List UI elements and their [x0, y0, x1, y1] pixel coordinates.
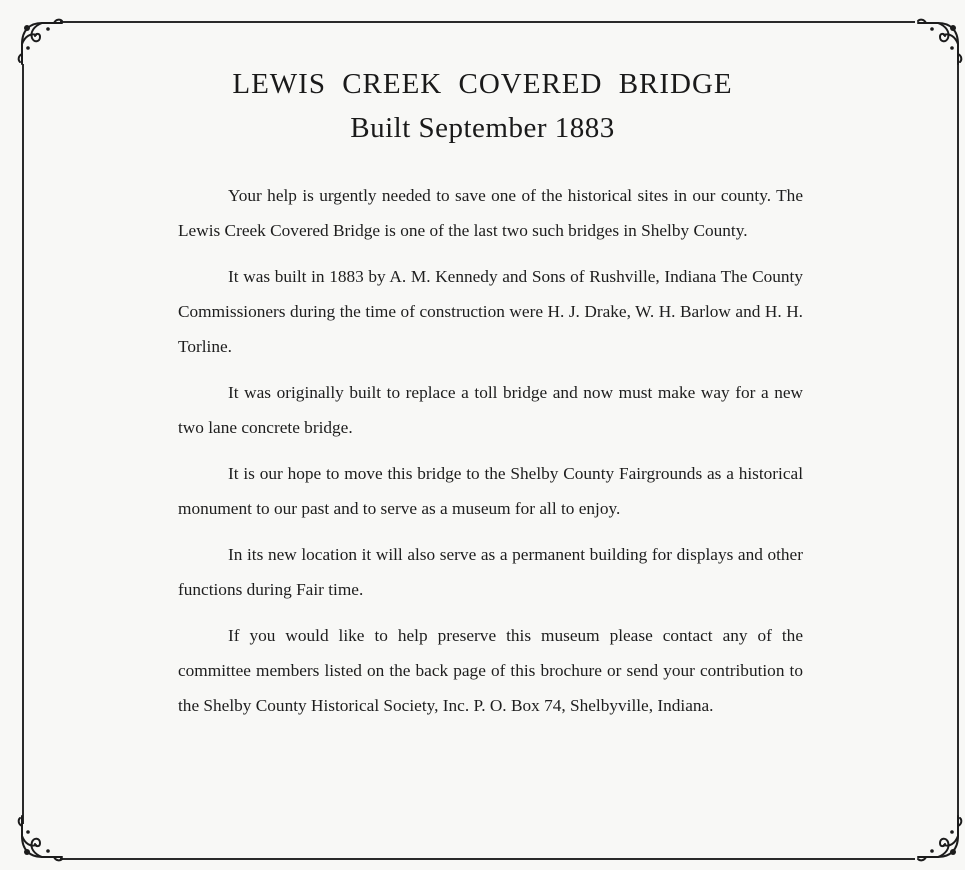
- body-text: [178, 178, 803, 723]
- paragraph: It was originally built to replace a toll bridge and now must make way for a new two lane concrete bridge.: [178, 383, 803, 437]
- paragraph: Your help is urgently needed to save one of the historical sites in our county. The Lewis Creek Covered Bridge is one of the last two such bridges in Shelby County.: [178, 186, 803, 240]
- border-bottom-rule: [60, 858, 915, 860]
- page-title: LEWIS CREEK COVERED BRIDGE: [232, 68, 733, 100]
- border-right-rule: [957, 64, 959, 824]
- corner-flourish-icon: [12, 14, 68, 70]
- paragraph: If you would like to help preserve this museum please contact any of the committee members listed on the back page of this brochure or send your contribution to the Shelby County Historical Society, Inc. P. O. Box 74, Shelbyville, Indiana.: [178, 626, 803, 715]
- corner-flourish-icon: [912, 810, 965, 866]
- border-top-rule: [60, 21, 915, 23]
- corner-flourish-icon: [12, 810, 68, 866]
- paragraph: It was built in 1883 by A. M. Kennedy and Sons of Rushville, Indiana The County Commissioners during the time of construction were H. J. Drake, W. H. Barlow and H. H. Torline.: [178, 267, 803, 356]
- corner-flourish-icon: [912, 14, 965, 70]
- paragraph: In its new location it will also serve as a permanent building for displays and other functions during Fair time.: [178, 545, 803, 599]
- page-subtitle: Built September 1883: [350, 112, 615, 144]
- paragraph: It is our hope to move this bridge to the Shelby County Fairgrounds as a historical monument to our past and to serve as a museum for all to enjoy.: [178, 464, 803, 518]
- border-left-rule: [22, 64, 24, 824]
